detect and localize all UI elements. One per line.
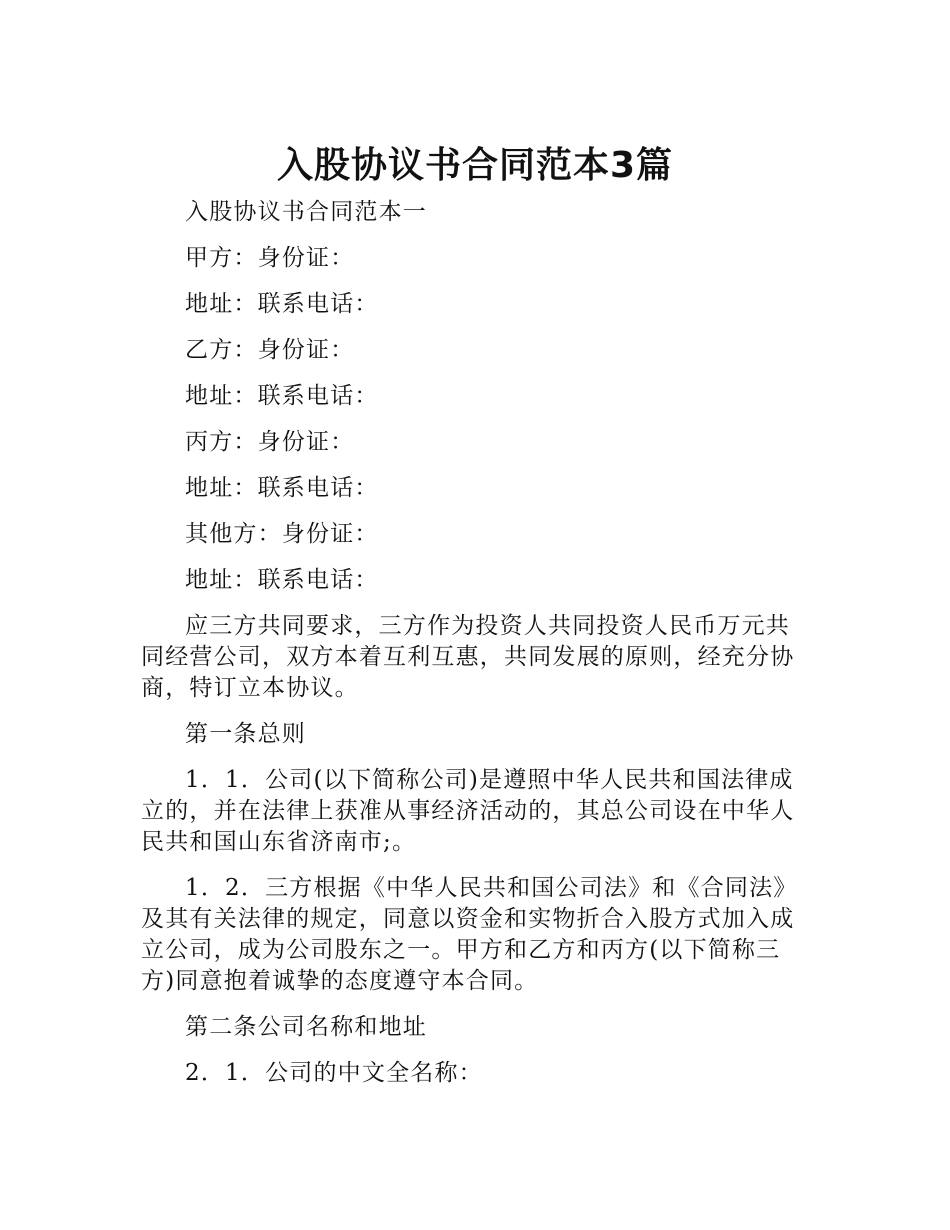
party-c-address-line: 地址：联系电话： <box>185 475 379 501</box>
party-c-id-line: 丙方：身份证： <box>185 429 355 455</box>
party-a-address-line: 地址：联系电话： <box>185 291 379 317</box>
other-party-id-line: 其他方：身份证： <box>185 521 379 547</box>
party-b-address-line: 地址：联系电话： <box>185 383 379 409</box>
document-body <box>141 197 811 1104</box>
other-party-address-line: 地址：联系电话： <box>185 567 379 593</box>
section-heading-contract-one: 入股协议书合同范本一 <box>185 199 427 225</box>
clause-2-1: 2．1．公司的中文全名称： <box>185 1060 483 1086</box>
party-b-id-line: 乙方：身份证： <box>185 337 355 363</box>
party-a-id-line: 甲方：身份证： <box>185 245 355 271</box>
intro-paragraph: 应三方共同要求，三方作为投资人共同投资人民币万元共同经营公司，双方本着互利互惠，共同发展的原则，经充分协商，特订立本协议。 <box>141 613 795 701</box>
article-one-heading: 第一条总则 <box>185 721 306 747</box>
clause-1-1: 1．1．公司(以下简称公司)是遵照中华人民共和国法律成立的，并在法律上获准从事经济活动的，其总公司设在中华人民共和国山东省济南市;。 <box>141 767 795 855</box>
clause-1-2: 1．2．三方根据《中华人民共和国公司法》和《合同法》及其有关法律的规定，同意以资金和实物折合入股方式加入成立公司，成为公司股东之一。甲方和乙方和丙方(以下简称三方)同意抱着诚挚的态度遵守本合同。 <box>141 875 798 994</box>
document-title: 入股协议书合同范本3篇 <box>276 145 674 187</box>
article-two-heading: 第二条公司名称和地址 <box>185 1014 427 1040</box>
